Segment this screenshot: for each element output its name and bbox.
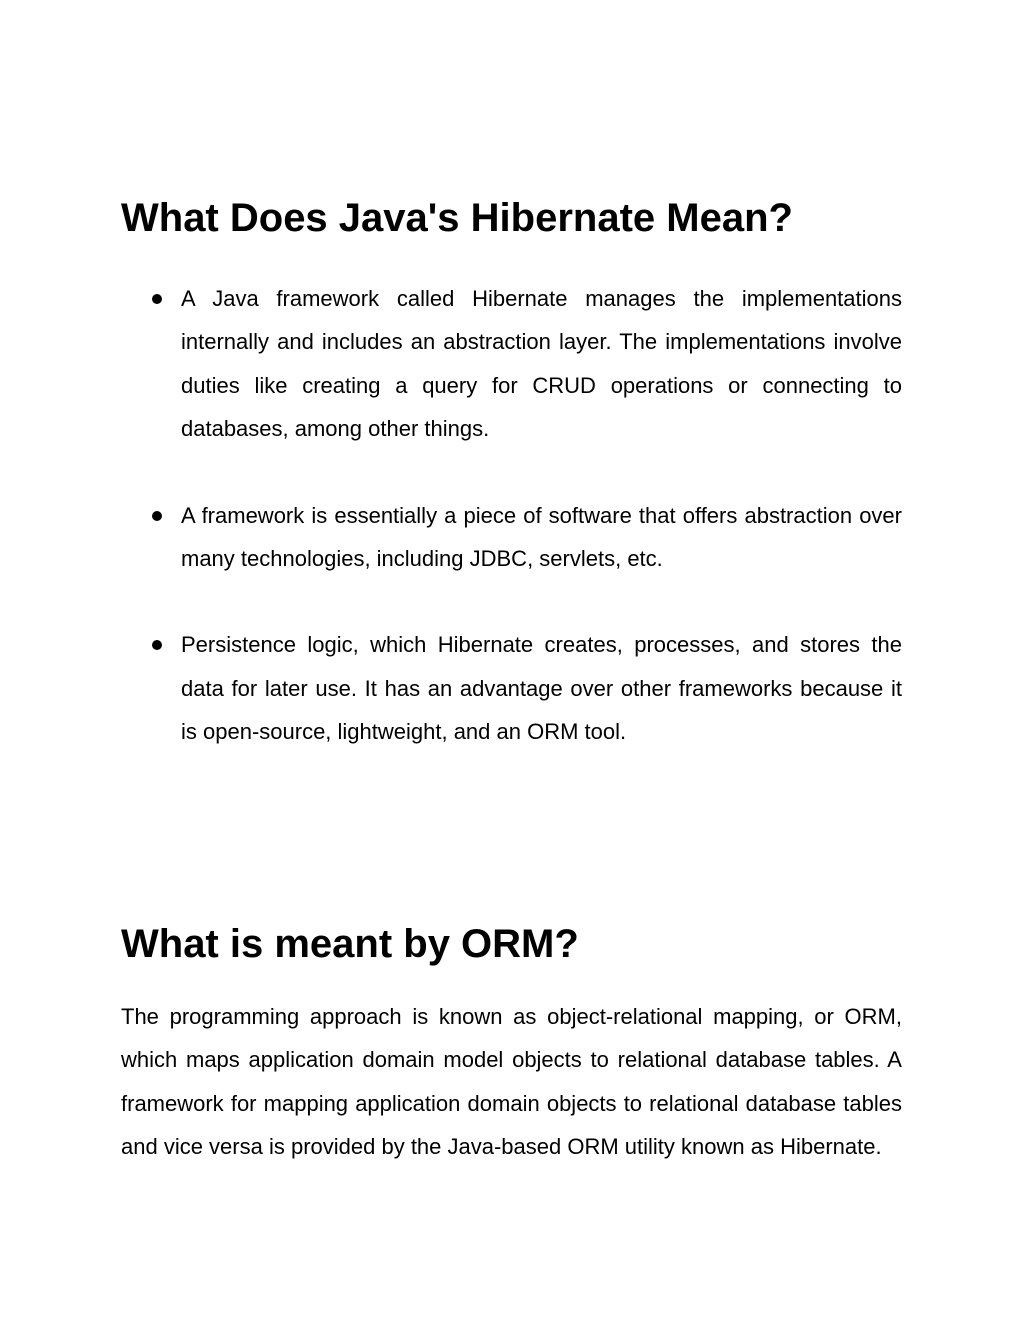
hibernate-bullet-list bbox=[150, 277, 902, 797]
bullet-icon bbox=[152, 294, 162, 304]
section-heading-orm: What is meant by ORM? bbox=[121, 922, 579, 966]
bullet-item bbox=[150, 277, 902, 451]
bullet-icon bbox=[152, 640, 162, 650]
bullet-item bbox=[150, 494, 902, 581]
bullet-text: A framework is essentially a piece of software that offers abstraction over many technologies, including JDBC, servlets, etc. bbox=[181, 502, 902, 572]
bullet-text: A Java framework called Hibernate manages the implementations internally and includes an abstraction layer. The implementations involve duties like creating a query for CRUD operations or connecting to databases, among other things. bbox=[181, 286, 902, 442]
bullet-item bbox=[150, 623, 902, 753]
bullet-text: Persistence logic, which Hibernate creates, processes, and stores the data for later use. It has an advantage over other frameworks because it is open-source, lightweight, and an ORM tool. bbox=[181, 632, 902, 745]
section-heading-hibernate: What Does Java's Hibernate Mean? bbox=[121, 196, 793, 240]
orm-paragraph: The programming approach is known as object-relational mapping, or ORM, which maps application domain model objects to relational database tables. A framework for mapping application domain objects to relational database tables and vice versa is provided by the Java-based ORM utility known as Hibernate. bbox=[121, 1004, 902, 1160]
bullet-icon bbox=[152, 511, 162, 521]
